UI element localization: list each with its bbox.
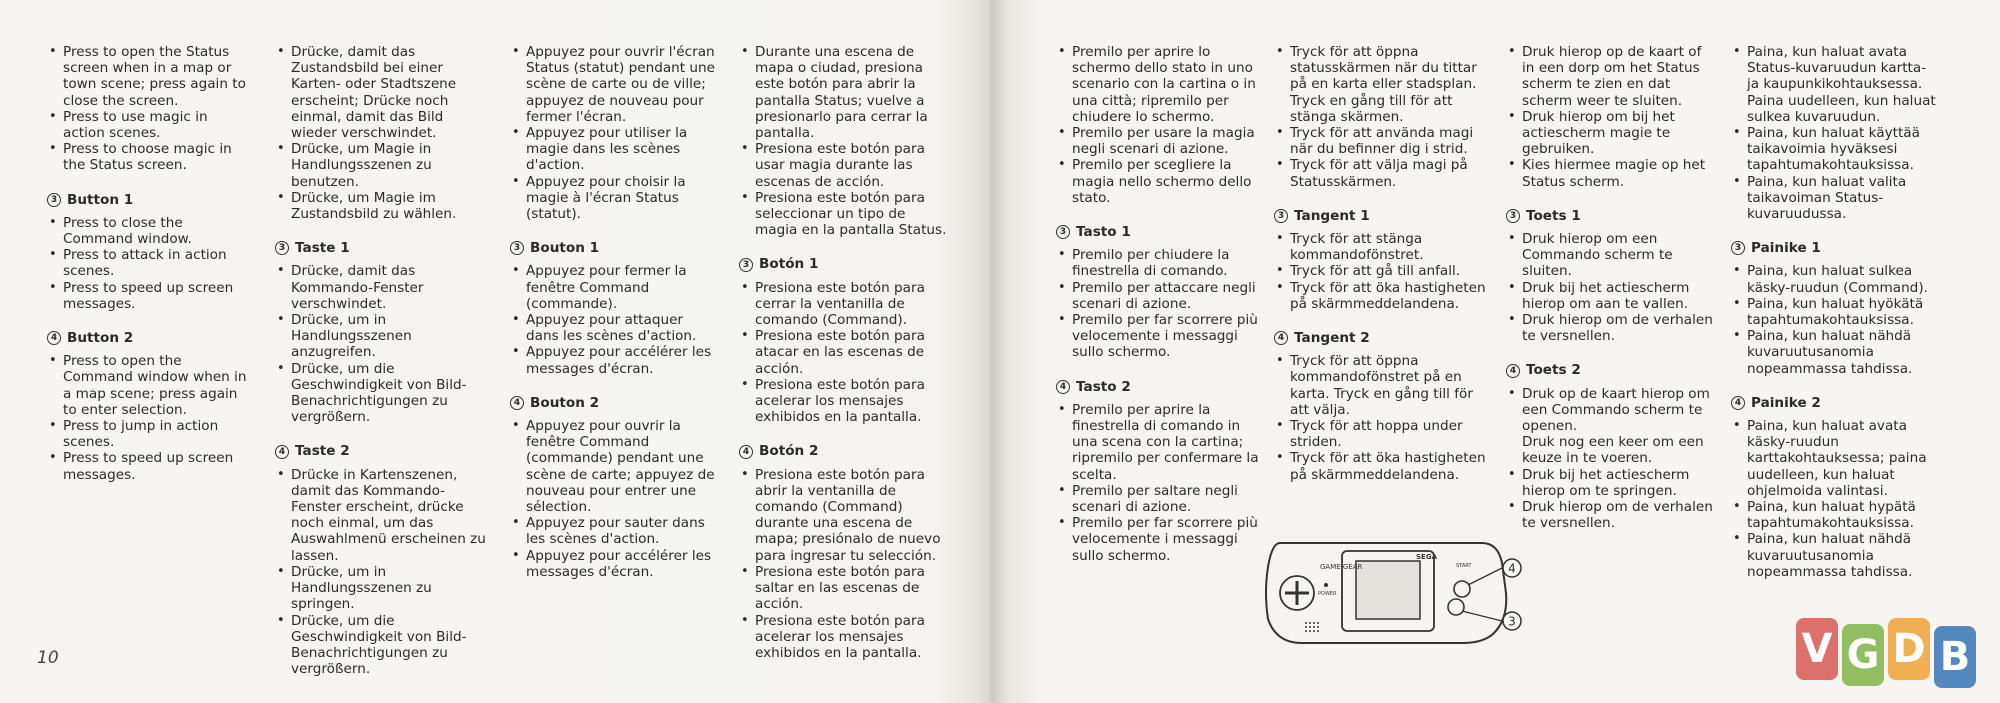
bullet-list — [1731, 263, 1937, 376]
callout-4-label: 4 — [1508, 561, 1516, 576]
circled-number-icon: 4 — [1731, 396, 1745, 410]
list-item: • Paina, kun haluat hyökätä tapahtumakohtauksissa. — [1731, 296, 1937, 328]
heading-text: Tasto 2 — [1076, 378, 1131, 395]
list-item: • Premilo per aprire la finestrella di comando in una scena con la cartina; ripremilo per confermare la scelta. — [1056, 402, 1270, 483]
button-heading — [1506, 362, 1714, 378]
heading-text: Taste 2 — [295, 443, 350, 460]
list-item: • Press to open the Command window when in a map scene; press again to enter selection. — [47, 353, 251, 418]
list-item: • Presiona este botón para cerrar la ventanilla de comando (Command). — [739, 280, 951, 329]
button-heading — [275, 443, 488, 459]
list-item: • Drücke, um die Geschwindigkeit von Bild-Benachrichtigungen zu vergrößern. — [275, 613, 488, 678]
bullet-list — [1274, 231, 1486, 312]
game-gear-console-icon — [1262, 533, 1532, 651]
bullet-list — [1731, 44, 1937, 222]
list-item: • Druk hierop om de verhalen te versnellen. — [1506, 499, 1714, 531]
list-item: • Druk bij het actiescherm hierop om aan te vallen. — [1506, 280, 1714, 312]
list-item: • Durante una escena de mapa o ciudad, presiona este botón para abrir la pantalla Status; vuelve a presionarlo para cerrar la pantalla. — [739, 44, 951, 141]
button-heading — [1056, 224, 1270, 240]
list-item: • Drücke, um Magie in Handlungsszenen zu benutzen. — [275, 141, 488, 190]
list-item: • Press to speed up screen messages. — [47, 280, 251, 312]
button-heading — [1274, 208, 1486, 224]
list-item: • Paina, kun haluat nähdä kuvaruutusanomia nopeammassa tahdissa. — [1731, 531, 1937, 580]
list-item: • Press to use magic in action scenes. — [47, 109, 251, 141]
list-item: • Kies hiermee magie op het Status scherm. — [1506, 157, 1714, 189]
bullet-list — [1731, 418, 1937, 580]
heading-text: Tasto 1 — [1076, 224, 1131, 241]
page-number: 10 — [37, 648, 59, 668]
heading-text: Tangent 2 — [1294, 330, 1370, 347]
list-item: • Druk hierop om de verhalen te versnellen. — [1506, 312, 1714, 344]
list-item: • Paina, kun haluat avata käsky-ruudun karttakohtauksessa; paina uudelleen, kun haluat ohjelmoida valintasi. — [1731, 418, 1937, 499]
list-item: • Druk op de kaart hierop om een Commando scherm te openen. Druk nog een keer om een keuze in te voeren. — [1506, 386, 1714, 467]
bullet-list — [47, 215, 251, 312]
heading-text: Taste 1 — [295, 240, 350, 257]
button-heading — [1274, 330, 1486, 346]
bullet-list — [739, 280, 951, 426]
bullet-list — [275, 44, 488, 222]
list-item: • Paina, kun haluat sulkea käsky-ruudun (Command). — [1731, 263, 1937, 295]
list-item: • Appuyez pour sauter dans les scènes d'action. — [510, 515, 716, 547]
bullet-list — [510, 418, 716, 580]
list-item: • Presiona este botón para abrir la ventanilla de comando (Command) durante una escena de mapa; presiónalo de nuevo para ingresar tu selección. — [739, 467, 951, 564]
bullet-list — [47, 44, 251, 174]
list-item: • Appuyez pour ouvrir la fenêtre Command (commande) pendant une scène de carte; appuyez de nouveau pour entrer une sélection. — [510, 418, 716, 515]
circled-number-icon: 4 — [1506, 364, 1520, 378]
list-item: • Tryck för att hoppa under striden. — [1274, 418, 1486, 450]
heading-text: Botón 1 — [759, 256, 819, 273]
list-item: • Appuyez pour fermer la fenêtre Command (commande). — [510, 263, 716, 312]
column-fr — [510, 44, 716, 580]
circled-number-icon: 3 — [47, 193, 61, 207]
button-heading — [510, 395, 716, 411]
column-en — [47, 44, 251, 483]
list-item: • Drücke, damit das Kommando-Fenster verschwindet. — [275, 263, 488, 312]
circled-number-icon: 3 — [1506, 209, 1520, 223]
list-item: • Drücke in Kartenszenen, damit das Kommando-Fenster erscheint, drücke noch einmal, um das Auswahlmenü erscheinen zu lassen. — [275, 467, 488, 564]
circled-number-icon: 3 — [1056, 225, 1070, 239]
heading-text: Painike 2 — [1751, 394, 1821, 411]
bullet-list — [1056, 247, 1270, 360]
button-heading — [739, 443, 951, 459]
list-item: • Premilo per usare la magia negli scenari di azione. — [1056, 125, 1270, 157]
heading-text: Painike 1 — [1751, 240, 1821, 257]
heading-text: Bouton 2 — [530, 394, 600, 411]
column-nl — [1506, 44, 1714, 531]
bullet-list — [1506, 386, 1714, 532]
heading-text: Button 2 — [67, 330, 134, 347]
list-item: • Druk hierop om bij het actiescherm magie te gebruiken. — [1506, 109, 1714, 158]
circled-number-icon: 4 — [1056, 380, 1070, 394]
heading-text: Botón 2 — [759, 443, 819, 460]
circled-number-icon: 4 — [47, 331, 61, 345]
list-item: • Tryck för att öka hastigheten på skärmmeddelandena. — [1274, 450, 1486, 482]
list-item: • Press to close the Command window. — [47, 215, 251, 247]
heading-text: Bouton 1 — [530, 240, 600, 257]
column-fi — [1731, 44, 1937, 580]
circled-number-icon: 3 — [1274, 209, 1288, 223]
bullet-list — [1274, 353, 1486, 483]
list-item: • Appuyez pour attaquer dans les scènes d'action. — [510, 312, 716, 344]
button-heading — [1506, 208, 1714, 224]
list-item: • Tryck för att gå till anfall. — [1274, 263, 1486, 279]
column-it — [1056, 44, 1270, 564]
list-item: • Premilo per aprire lo schermo dello stato in uno scenario con la cartina o in una città; ripremilo per chiudere lo schermo. — [1056, 44, 1270, 125]
circled-number-icon: 4 — [275, 445, 289, 459]
list-item: • Presiona este botón para seleccionar un tipo de magia en la pantalla Status. — [739, 190, 951, 239]
list-item: • Presiona este botón para saltar en las escenas de acción. — [739, 564, 951, 613]
watermark-letter-v: V — [1796, 618, 1838, 680]
list-item: • Paina, kun haluat hypätä tapahtumakohtauksissa. — [1731, 499, 1937, 531]
heading-text: Button 1 — [67, 191, 134, 208]
heading-text: Toets 1 — [1526, 207, 1581, 224]
button-heading — [275, 240, 488, 256]
list-item: • Drücke, um Magie im Zustandsbild zu wählen. — [275, 190, 488, 222]
list-item: • Paina, kun haluat nähdä kuvaruutusanomia nopeammassa tahdissa. — [1731, 328, 1937, 377]
bullet-list — [1056, 402, 1270, 564]
heading-text: Toets 2 — [1526, 362, 1581, 379]
list-item: • Druk hierop om een Commando scherm te sluiten. — [1506, 231, 1714, 280]
bullet-list — [739, 44, 951, 238]
bullet-list — [739, 467, 951, 661]
list-item: • Tryck för att öppna kommandofönstret på en karta. Tryck en gång till för att välja. — [1274, 353, 1486, 418]
button-heading — [47, 330, 251, 346]
list-item: • Tryck för att använda magi när du befinner dig i strid. — [1274, 125, 1486, 157]
circled-number-icon: 3 — [739, 258, 753, 272]
list-item: • Presiona este botón para atacar en las escenas de acción. — [739, 328, 951, 377]
list-item: • Press to jump in action scenes. — [47, 418, 251, 450]
list-item: • Drücke, damit das Zustandsbild bei einer Karten- oder Stadtszene erscheint; Drücke noch einmal, damit das Bild wieder verschwindet. — [275, 44, 488, 141]
list-item: • Premilo per far scorrere più velocemente i messaggi sullo schermo. — [1056, 515, 1270, 564]
bullet-list — [275, 467, 488, 678]
bullet-list — [1506, 231, 1714, 344]
circled-number-icon: 4 — [1274, 331, 1288, 345]
button-heading — [1731, 240, 1937, 256]
button-heading — [739, 256, 951, 272]
console-brand-label: SEGA — [1416, 553, 1437, 561]
circled-number-icon: 3 — [275, 241, 289, 255]
list-item: • Appuyez pour choisir la magie à l'écran Status (statut). — [510, 174, 716, 223]
list-item: • Tryck för att välja magi på Statusskärmen. — [1274, 157, 1486, 189]
list-item: • Presiona este botón para usar magia durante las escenas de acción. — [739, 141, 951, 190]
list-item: • Paina, kun haluat avata Status-kuvaruudun kartta- ja kaupunkikohtauksessa. Paina uudelleen, kun haluat sulkea kuvaruudun. — [1731, 44, 1937, 125]
game-gear-illustration — [1262, 533, 1532, 651]
console-power-label: POWER — [1318, 591, 1337, 597]
list-item: • Press to open the Status screen when in a map or town scene; press again to close the screen. — [47, 44, 251, 109]
list-item: • Drücke, um die Geschwindigkeit von Bild-Benachrichtigungen zu vergrößern. — [275, 361, 488, 426]
button-heading — [1731, 395, 1937, 411]
column-de — [275, 44, 488, 677]
circled-number-icon: 4 — [739, 445, 753, 459]
list-item: • Appuyez pour utiliser la magie dans les scènes d'action. — [510, 125, 716, 174]
list-item: • Presiona este botón para acelerar los mensajes exhibidos en la pantalla. — [739, 377, 951, 426]
list-item: • Druk bij het actiescherm hierop om te springen. — [1506, 467, 1714, 499]
circled-number-icon: 4 — [510, 396, 524, 410]
bullet-list — [1056, 44, 1270, 206]
list-item: • Premilo per scegliere la magia nello schermo dello stato. — [1056, 157, 1270, 206]
callout-3-label: 3 — [1508, 614, 1516, 629]
console-start-label: START — [1456, 563, 1472, 569]
watermark-letter-d: D — [1888, 618, 1930, 680]
list-item: • Premilo per saltare negli scenari di azione. — [1056, 483, 1270, 515]
list-item: • Press to attack in action scenes. — [47, 247, 251, 279]
list-item: • Paina, kun haluat valita taikavoiman Status-kuvaruudussa. — [1731, 174, 1937, 223]
list-item: • Appuyez pour ouvrir l'écran Status (statut) pendant une scène de carte ou de ville; appuyez de nouveau pour fermer l'écran. — [510, 44, 716, 125]
list-item: • Appuyez pour accélérer les messages d'écran. — [510, 548, 716, 580]
bullet-list — [275, 263, 488, 425]
circled-number-icon: 3 — [510, 241, 524, 255]
bullet-list — [510, 263, 716, 376]
button-heading — [1056, 379, 1270, 395]
bullet-list — [1506, 44, 1714, 190]
list-item: • Appuyez pour accélérer les messages d'écran. — [510, 344, 716, 376]
left-page — [0, 0, 993, 703]
list-item: • Drücke, um in Handlungsszenen zu springen. — [275, 564, 488, 613]
list-item: • Press to choose magic in the Status screen. — [47, 141, 251, 173]
button-heading — [510, 240, 716, 256]
list-item: • Druk hierop op de kaart of in een dorp om het Status scherm te zien en dat scherm weer te sluiten. — [1506, 44, 1714, 109]
circled-number-icon: 3 — [1731, 241, 1745, 255]
list-item: • Presiona este botón para acelerar los mensajes exhibidos en la pantalla. — [739, 613, 951, 662]
button-heading — [47, 192, 251, 208]
watermark-letter-g: G — [1842, 624, 1884, 686]
column-sv — [1274, 44, 1486, 483]
list-item: • Drücke, um in Handlungsszenen anzugreifen. — [275, 312, 488, 361]
list-item: • Tryck för att öka hastigheten på skärmmeddelandena. — [1274, 280, 1486, 312]
console-model-label: GAME GEAR — [1320, 563, 1363, 571]
list-item: • Tryck för att stänga kommandofönstret. — [1274, 231, 1486, 263]
bullet-list — [1274, 44, 1486, 190]
list-item: • Premilo per attaccare negli scenari di azione. — [1056, 280, 1270, 312]
vgdb-watermark — [1792, 614, 1992, 700]
watermark-letter-b: B — [1934, 626, 1976, 688]
list-item: • Premilo per far scorrere più velocemente i messaggi sullo schermo. — [1056, 312, 1270, 361]
heading-text: Tangent 1 — [1294, 207, 1370, 224]
list-item: • Premilo per chiudere la finestrella di comando. — [1056, 247, 1270, 279]
column-es — [739, 44, 951, 661]
list-item: • Press to speed up screen messages. — [47, 450, 251, 482]
list-item: • Paina, kun haluat käyttää taikavoimia hyväksesi tapahtumakohtauksissa. — [1731, 125, 1937, 174]
list-item: • Tryck för att öppna statusskärmen när du tittar på en karta eller stadsplan. Tryck en gång till för att stänga skärmen. — [1274, 44, 1486, 125]
bullet-list — [510, 44, 716, 222]
bullet-list — [47, 353, 251, 483]
